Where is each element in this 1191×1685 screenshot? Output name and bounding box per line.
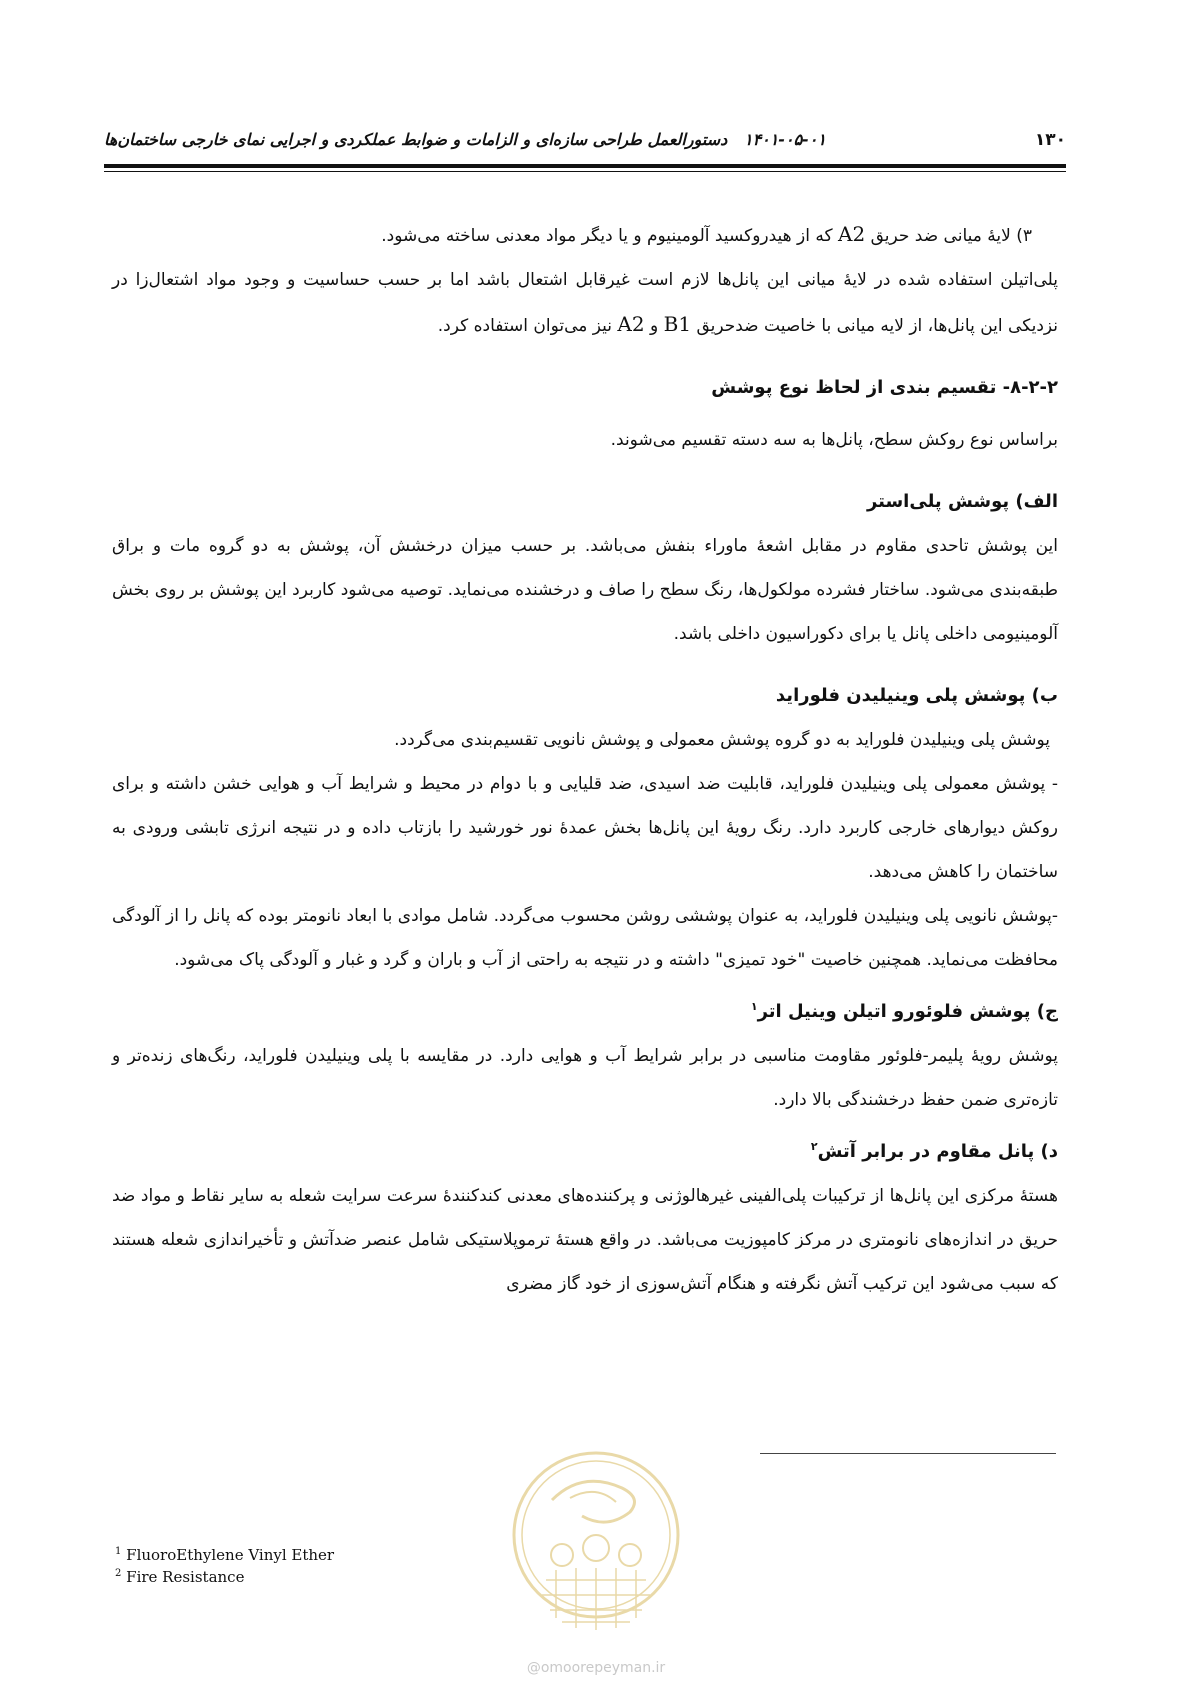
watermark-text: @omoorepeyman.ir (526, 1660, 666, 1676)
subsection-a-text: این پوشش تاحدی مقاوم در مقابل اشعهٔ ماوراء بنفش می‌باشد. بر حسب میزان درخشش آن، پوشش به دو گروه مات و براق طبقه‌بندی می‌شود. ساختار فشرده مولکول‌ها، رنگ سطح را صاف و درخشنده می‌نماید. توصیه می‌شود کاربرد این پوشش بر روی بخش آلومینیومی داخلی پانل یا برای دکوراسیون داخلی باشد. (112, 536, 1058, 644)
page-header (104, 124, 1066, 154)
footnotes (115, 1544, 515, 1588)
seal-logo-icon (512, 1440, 680, 1650)
subsection-c-heading: ج) پوشش فلوئورو اتیلن وینیل اتر (757, 1001, 1058, 1022)
paragraph-1-code-a2: A2 (617, 312, 645, 336)
subsection-d-heading: د) پانل مقاوم در برابر آتش (817, 1141, 1058, 1162)
subsection-b-heading: ب) پوشش پلی وینیلیدن فلوراید (775, 685, 1058, 706)
footnote-ref-1[interactable]: ۱ (750, 1000, 758, 1013)
header-date: ۱۴۰۱-۰۵-۰۱ (743, 130, 826, 149)
item-3-number: ۳) (1016, 226, 1032, 246)
footnote-1-text: FluoroEthylene Vinyl Ether (126, 1546, 335, 1564)
paragraph-1-text-b: نیز می‌توان استفاده کرد. (437, 316, 618, 336)
paragraph-1-and: و (644, 316, 664, 336)
footnote-2-number: 2 (115, 1568, 122, 1579)
header-rule-thick (104, 164, 1066, 168)
footnote-ref-2[interactable]: ۲ (810, 1140, 818, 1153)
subsection-d-heading-line (112, 1130, 1058, 1174)
header-title: دستورالعمل طراحی سازه‌ای و الزامات و ضوابط عملکردی و اجرایی نمای خارجی ساختمان‌ها (104, 130, 728, 149)
section-intro: براساس نوع روکش سطح، پانل‌ها به سه دسته تقسیم می‌شوند. (610, 430, 1058, 450)
footnote-2 (115, 1566, 515, 1588)
subsection-b-intro: پوشش پلی وینیلیدن فلوراید به دو گروه پوشش معمولی و پوشش نانویی تقسیم‌بندی می‌گردد. (394, 730, 1050, 750)
item-3-text-a: لایهٔ میانی ضد حریق (865, 226, 1017, 246)
item-3-text-b: که از هیدروکسید آلومینیوم و یا دیگر مواد معدنی ساخته می‌شود. (381, 226, 838, 246)
subsection-c-text: پوشش رویهٔ پلیمر-فلوئور مقاومت مناسبی در برابر شرایط آب و هوایی دارد. در مقایسه با پلی وینیلیدن فلوراید، رنگ‌های زنده‌تر و تازه‌تری ضمن حفظ درخشندگی بالا دارد. (112, 1046, 1058, 1110)
header-rule-thin (104, 171, 1066, 172)
footnote-2-text: Fire Resistance (126, 1568, 245, 1586)
item-3 (112, 212, 1058, 258)
footnote-1 (115, 1544, 515, 1566)
paragraph-1 (112, 258, 1058, 348)
paragraph-1-code-b1: B1 (663, 312, 692, 336)
page-number: ۱۳۰ (1034, 130, 1066, 150)
subsection-c-heading-line (112, 990, 1058, 1034)
section-heading: ۸-۲-۲- تقسیم بندی از لحاظ نوع پوشش (711, 377, 1058, 398)
subsection-b-bullet-1: - پوشش معمولی پلی وینیلیدن فلوراید، قابلیت ضد اسیدی، ضد قلیایی و با دوام در محیط و شرایط آب و هوایی خشن داشته و برای روکش دیوارهای خارجی کاربرد دارد. رنگ رویهٔ این پانل‌ها بخش عمدهٔ نور خورشید را بازتاب داده و در نتیجه انرژی تابشی ورودی به ساختمان را کاهش می‌دهد. (112, 774, 1058, 882)
paragraph-1-text-a: پلی‌اتیلن استفاده شده در لایهٔ میانی این پانل‌ها لازم است غیرقابل اشتعال باشد اما بر حسب حساسیت و وجود مواد اشتعال‌زا در نزدیکی این پانل‌ها، از لایه میانی با خاصیت ضدحریق (112, 270, 1058, 336)
item-3-code: A2 (838, 222, 866, 246)
body-content (112, 212, 1058, 1306)
footnote-1-number: 1 (115, 1546, 122, 1557)
subsection-b-bullet-2: -پوشش نانویی پلی وینیلیدن فلوراید، به عنوان پوششی روشن محسوب می‌گردد. شامل موادی با ابعاد نانومتر بوده که پانل را از آلودگی محافظت می‌نماید. همچنین خاصیت "خود تمیزی" داشته و در نتیجه به راحتی از آب و باران و گرد و غبار و آلودگی پاک می‌شود. (112, 906, 1058, 970)
subsection-d-text: هستهٔ مرکزی این پانل‌ها از ترکیبات پلی‌الفینی غیرهالوژنی و پرکننده‌های معدنی کندکنندهٔ سرعت سرایت شعله به سایر نقاط و مواد ضد حریق در اندازه‌های نانومتری در مرکز کامپوزیت می‌باشد. در واقع هستهٔ ترموپلاستیکی شامل عنصر ضدآتش و تأخیراندازی شعله هستند که سبب می‌شود این ترکیب آتش نگرفته و هنگام آتش‌سوزی از خود گاز مضری (112, 1186, 1058, 1294)
subsection-a-heading: الف) پوشش پلی‌استر (866, 491, 1058, 512)
footnote-separator (760, 1453, 1056, 1454)
